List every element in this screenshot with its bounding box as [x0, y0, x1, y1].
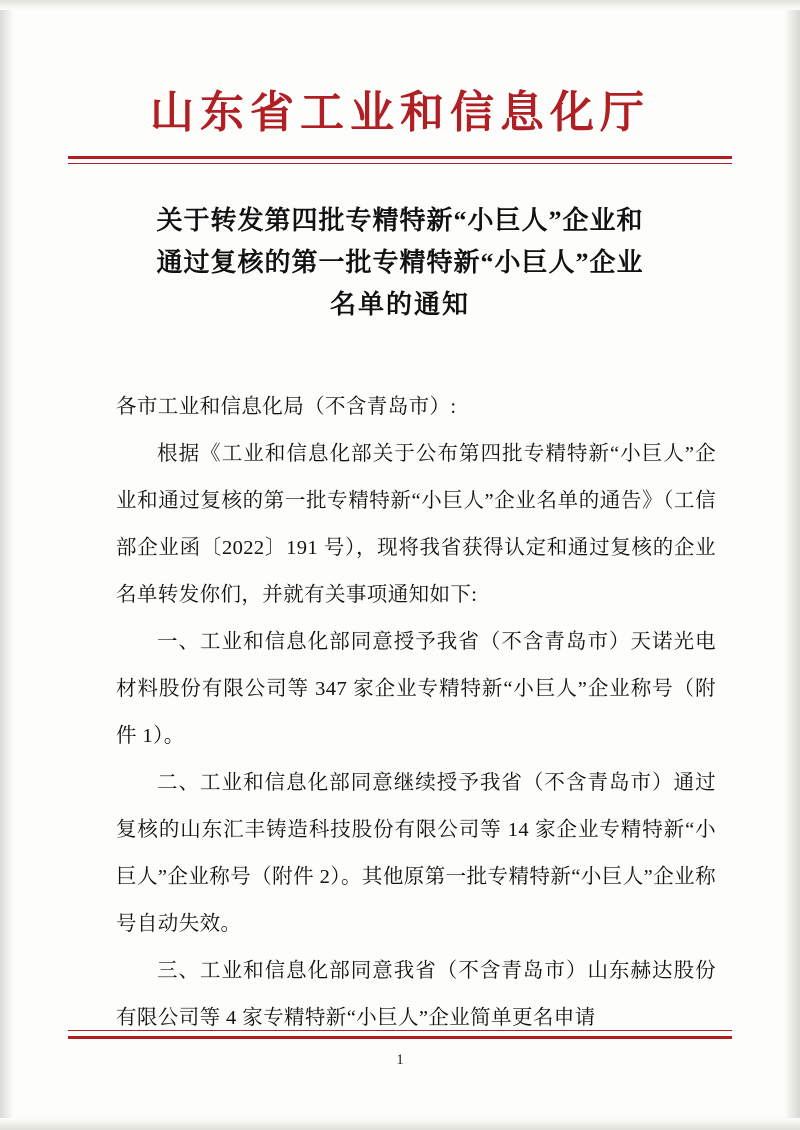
salutation: 各市工业和信息化局（不含青岛市）:: [116, 396, 457, 418]
title-line-2: 通过复核的第一批专精特新“小巨人”企业: [156, 248, 644, 278]
paragraph-item-2: 二、工业和信息化部同意继续授予我省（不含青岛市）通过复核的山东汇丰铸造科技股份有限公司等 14 家企业专精特新“小巨人”企业称号（附件 2）。其他原第一批专精特新“小巨人”企业称号自动失效。: [116, 772, 716, 935]
page-title: [104, 200, 696, 326]
title-line-1: 关于转发第四批专精特新“小巨人”企业和: [156, 206, 644, 235]
page-number: 1: [396, 1052, 404, 1068]
header-rule-thick: [68, 156, 732, 159]
footer-rule-thin: [68, 1030, 732, 1031]
footer-rule-thick: [68, 1036, 732, 1039]
title-line-3: 名单的通知: [329, 290, 470, 320]
letterhead: [68, 88, 732, 139]
paragraph-basis: 根据《工业和信息化部关于公布第四批专精特新“小巨人”企业和通过复核的第一批专精特新“小巨人”企业名单的通告》（工信部企业函〔2022〕191 号），现将我省获得认定和通过复核的企业名单转发你们，并就有关事项通知如下:: [116, 443, 716, 606]
scan-edge-right: [784, 0, 800, 1130]
paragraph-item-1: 一、工业和信息化部同意授予我省（不含青岛市）天诺光电材料股份有限公司等 347 家企业专精特新“小巨人”企业称号（附件 1）。: [116, 631, 716, 747]
paragraph-item-3: 三、工业和信息化部同意我省（不含青岛市）山东赫达股份有限公司等 4 家专精特新“小巨人”企业简单更名申请: [116, 960, 716, 1029]
document-body: [116, 384, 716, 1042]
scan-edge-left: [0, 0, 14, 1130]
page-content: [68, 0, 732, 1130]
header-rule-thin: [68, 163, 732, 164]
issuing-organization: 山东省工业和信息化厅: [150, 88, 650, 137]
